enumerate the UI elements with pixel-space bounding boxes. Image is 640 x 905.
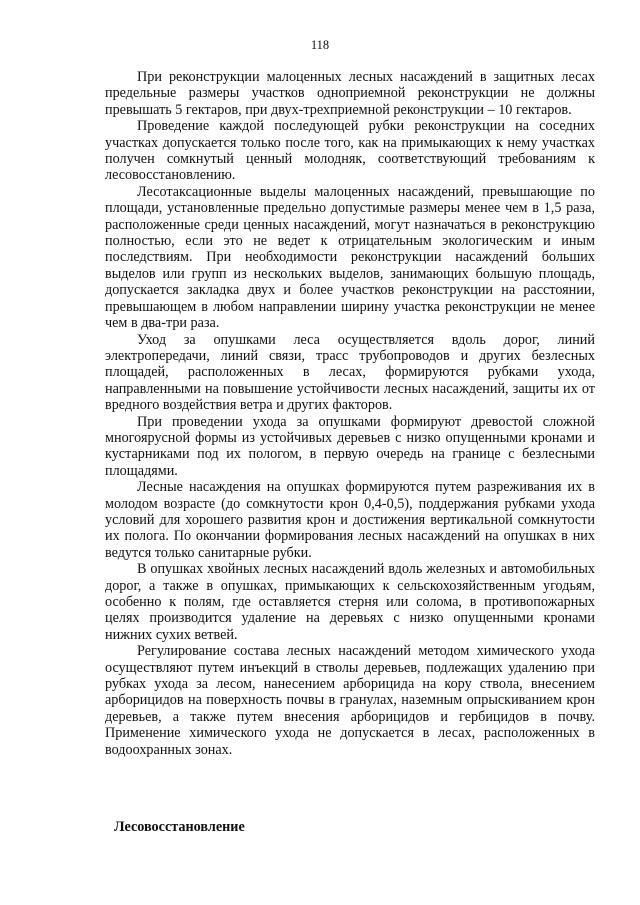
paragraph: Регулирование состава лесных насаждений методом химического ухода осуществляют путем инъекций в стволы деревьев, подлежащих удалению при рубках ухода за лесом, нанесением арборицида на кору ствола, внесением арборицидов на поверхность почвы в гранулах, наземным опрыскиванием крон деревьев, а также путем внесения арборицидов и гербицидов в почву. Применение химического ухода не допускается в лесах, расположенных в водоохранных зонах. (105, 643, 595, 758)
paragraph: При реконструкции малоценных лесных насаждений в защитных лесах предельные размеры участков одноприемной реконструкции не должны превышать 5 гектаров, при двух-трехприемной реконструкции – 10 гектаров. (105, 69, 595, 118)
paragraph: При проведении ухода за опушками формируют древостой сложной многоярусной формы из устойчивых деревьев с низко опущенными кронами и кустарниками под их пологом, в первую очередь на границе с безлесными площадями. (105, 413, 595, 479)
body-text (105, 69, 595, 758)
paragraph: Проведение каждой последующей рубки реконструкции на соседних участках допускается только после того, как на примыкающих к нему участках получен сомкнутый ценный молодняк, соответствующий требованиям к лесовосстановлению. (105, 118, 595, 184)
paragraph: Уход за опушками леса осуществляется вдоль дорог, линий электропередачи, линий связи, трасс трубопроводов и других безлесных площадей, расположенных в лесах, формируются рубками ухода, направленными на повышение устойчивости лесных насаждений, защиты их от вредного воздействия ветра и других факторов. (105, 331, 595, 414)
paragraph: Лесотаксационные выделы малоценных насаждений, превышающие по площади, установленные предельно допустимые размеры менее чем в 1,5 раза, расположенные среди ценных насаждений, могут назначаться в реконструкцию полностью, если это не ведет к отрицательным экологическим и иным последствиям. При необходимости реконструкции насаждений больших выделов или групп из нескольких выделов, занимающих большую площадь, допускается закладка двух и более участков реконструкции на расстоянии, превышающем в любом направлении ширину участка реконструкции не менее чем в два-три раза. (105, 183, 595, 332)
section-heading: Лесовосстановление (114, 819, 245, 835)
page-number: 118 (310, 38, 330, 52)
paragraph: Лесные насаждения на опушках формируются путем разреживания их в молодом возрасте (до сомкнутости крон 0,4-0,5), поддержания рубками ухода условий для хорошего развития крон и достижения вертикальной сомкнутости их полога. По окончании формирования лесных насаждений на опушках в них ведутся только санитарные рубки. (105, 479, 595, 561)
paragraph: В опушках хвойных лесных насаждений вдоль железных и автомобильных дорог, а также в опушках, примыкающих к сельскохозяйственным угодьям, особенно к полям, где оставляется стерня или солома, в противопожарных целях производится удаление на деревьях с низко опущенными кронами нижних сухих ветвей. (105, 561, 595, 643)
